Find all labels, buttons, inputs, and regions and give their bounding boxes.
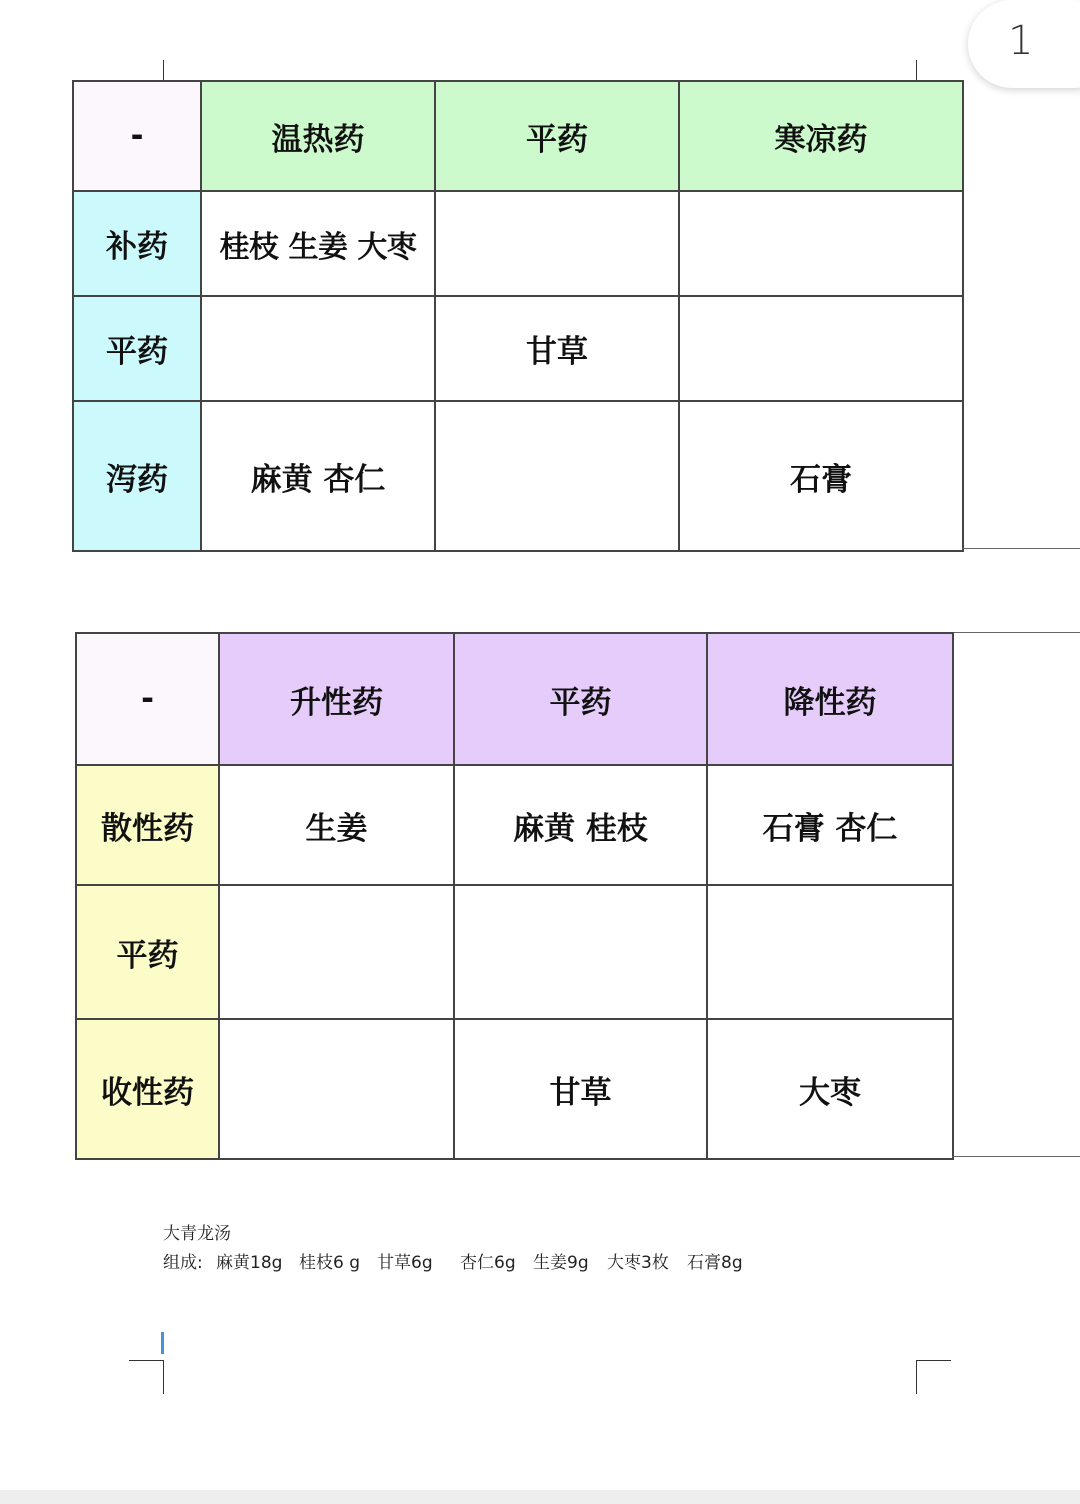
table-cell: 石膏 杏仁 xyxy=(707,765,953,885)
table-cell: 石膏 xyxy=(679,401,963,551)
table-cell xyxy=(679,296,963,401)
table-border-extension xyxy=(952,632,1080,633)
ingredient-item: 杏仁6g xyxy=(460,1253,516,1273)
ingredient-item: 生姜9g xyxy=(533,1253,589,1273)
column-header-cold: 寒凉药 xyxy=(679,81,963,191)
table-cell xyxy=(435,191,679,296)
table-corner-cell: - xyxy=(76,633,219,765)
page-bottom-edge xyxy=(0,1490,1080,1504)
crop-mark-bottom-left xyxy=(163,1360,164,1394)
page-number: 1 xyxy=(1008,18,1034,64)
page-number-badge xyxy=(968,0,1080,88)
table-row xyxy=(76,765,953,885)
crop-mark-bottom-right xyxy=(916,1360,951,1361)
column-header-warm: 温热药 xyxy=(201,81,435,191)
table-cell: 桂枝 生姜 大枣 xyxy=(201,191,435,296)
table-border-extension xyxy=(952,1156,1080,1157)
table-row xyxy=(76,1019,953,1159)
table-cell xyxy=(454,885,707,1019)
table-cell: 甘草 xyxy=(454,1019,707,1159)
table-border-extension xyxy=(962,548,1080,549)
table-header-row xyxy=(73,81,963,191)
table-row xyxy=(73,296,963,401)
text-cursor[interactable] xyxy=(161,1332,164,1354)
table-cell xyxy=(219,885,454,1019)
table-cell xyxy=(201,296,435,401)
row-header-purgative: 泻药 xyxy=(73,401,201,551)
row-header-astringent: 收性药 xyxy=(76,1019,219,1159)
table-header-row xyxy=(76,633,953,765)
composition-label: 组成: xyxy=(163,1253,203,1273)
table-temperature-nature xyxy=(72,80,964,552)
table-row xyxy=(76,885,953,1019)
ingredient-item: 石膏8g xyxy=(687,1253,743,1273)
column-header-ascending: 升性药 xyxy=(219,633,454,765)
table-cell xyxy=(679,191,963,296)
table-row xyxy=(73,401,963,551)
row-header-neutral: 平药 xyxy=(76,885,219,1019)
ingredient-item: 大枣3枚 xyxy=(607,1253,669,1273)
table-corner-cell: - xyxy=(73,81,201,191)
column-header-neutral: 平药 xyxy=(435,81,679,191)
formula-title: 大青龙汤 xyxy=(163,1224,231,1244)
table-direction-nature xyxy=(75,632,954,1160)
table-cell xyxy=(707,885,953,1019)
table-cell: 大枣 xyxy=(707,1019,953,1159)
table-row xyxy=(73,191,963,296)
ingredient-item: 甘草6g xyxy=(377,1253,433,1273)
ingredient-item: 桂枝6 g xyxy=(299,1253,361,1273)
table-cell: 甘草 xyxy=(435,296,679,401)
crop-mark-bottom-right xyxy=(916,1360,917,1394)
row-header-neutral: 平药 xyxy=(73,296,201,401)
table-cell: 麻黄 桂枝 xyxy=(454,765,707,885)
table-cell: 麻黄 杏仁 xyxy=(201,401,435,551)
row-header-dispersing: 散性药 xyxy=(76,765,219,885)
table-cell xyxy=(219,1019,454,1159)
table-cell xyxy=(435,401,679,551)
column-header-descending: 降性药 xyxy=(707,633,953,765)
column-header-neutral: 平药 xyxy=(454,633,707,765)
row-header-tonic: 补药 xyxy=(73,191,201,296)
crop-mark-top-left xyxy=(163,60,164,80)
crop-mark-bottom-left xyxy=(129,1360,164,1361)
ingredient-item: 麻黄18g xyxy=(216,1253,283,1273)
crop-mark-top-right xyxy=(916,60,917,80)
table-cell: 生姜 xyxy=(219,765,454,885)
